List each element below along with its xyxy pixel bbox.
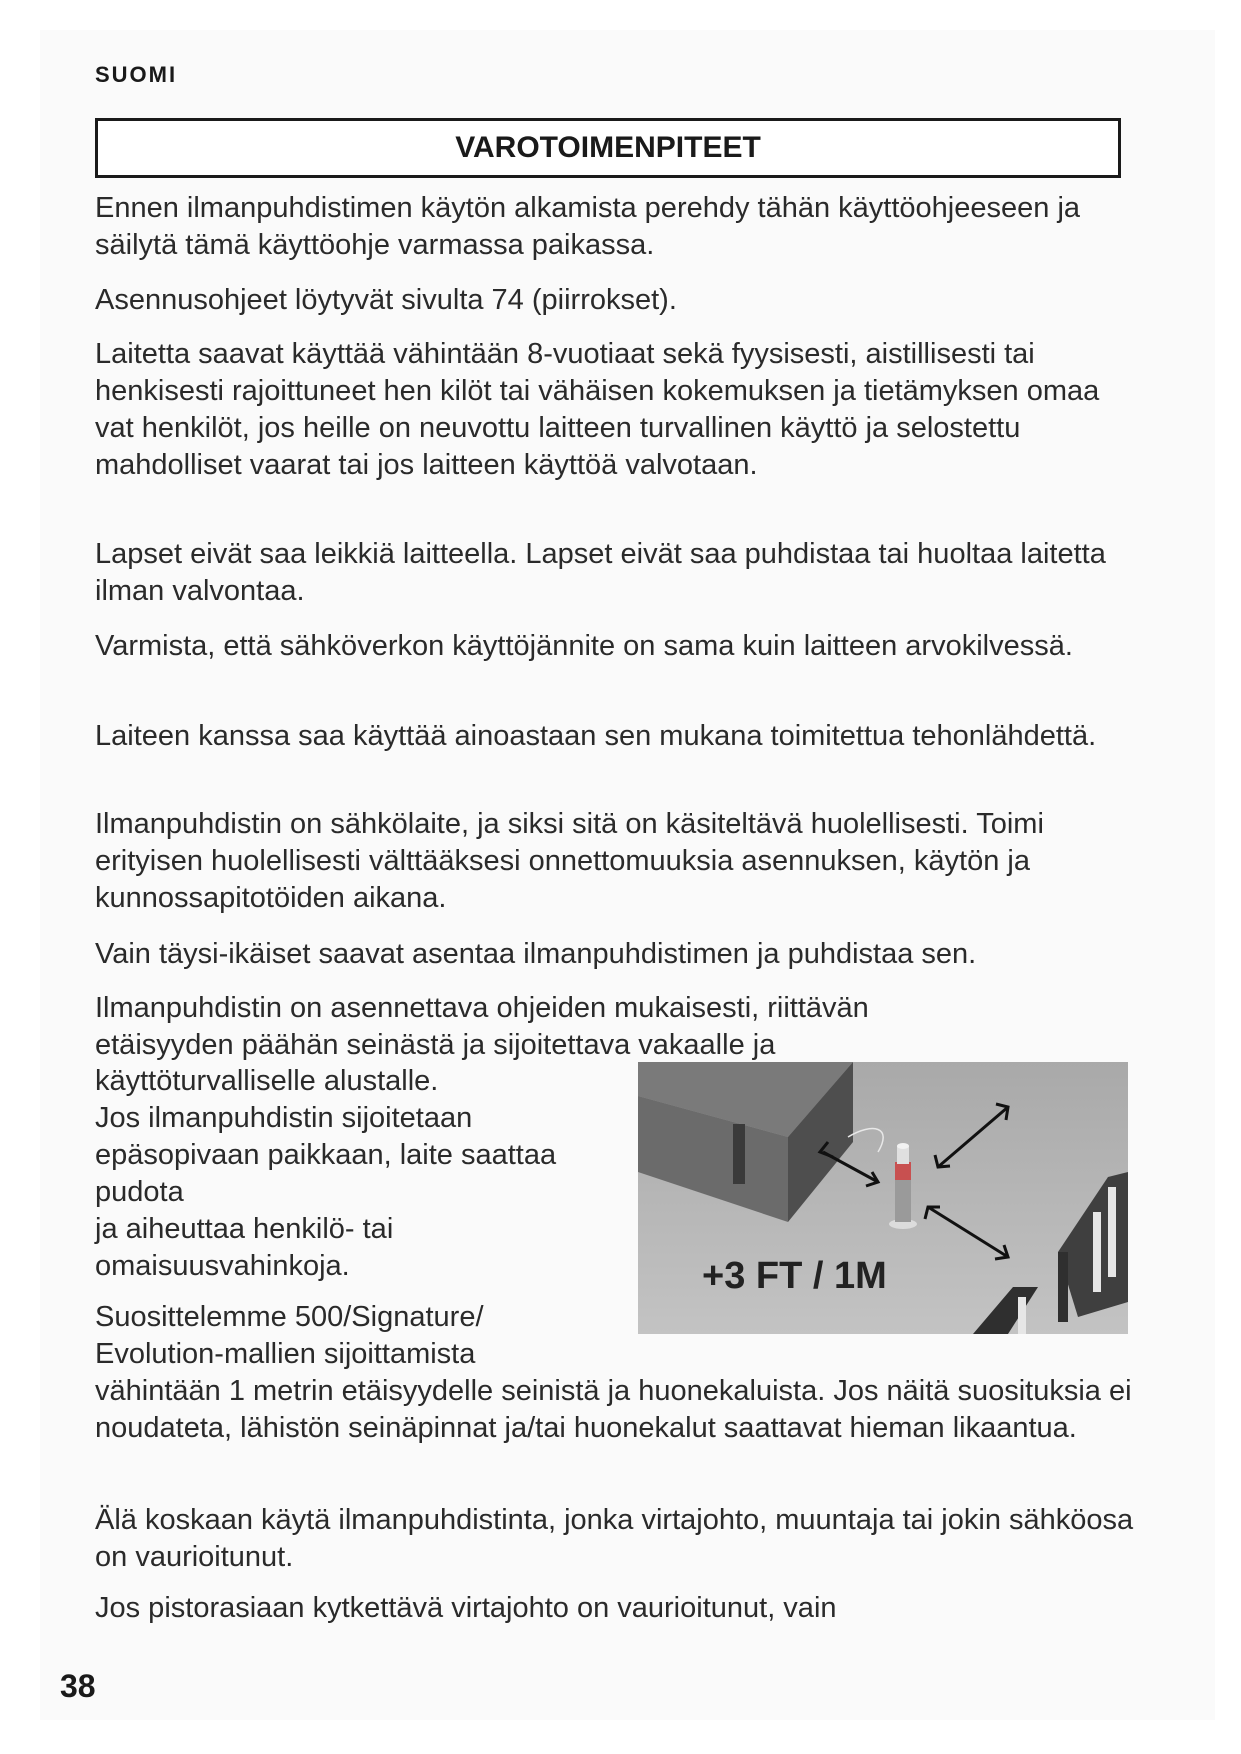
paragraph-installation-end: käyttöturvalliselle alustalle. (95, 1065, 439, 1097)
paragraph-damaged-cord: Älä koskaan käytä ilmanpuhdistinta, jonka virtajohto, muuntaja tai jokin sähköosa on vaurioitunut. (95, 1504, 1134, 1573)
paragraph-unsuitable-place: Jos ilmanpuhdistin sijoitetaan epäsopivaan paikkaan, laite saattaa pudota (95, 1102, 557, 1208)
paragraph-voltage: Varmista, että sähköverkon käyttöjännite on sama kuin laitteen arvokilvessä. (95, 630, 1073, 662)
paragraph-installation: Ilmanpuhdistin on asennettava ohjeiden mukaisesti, riittävän etäisyyden päähän seinästä ja sijoitettava vakaalle ja (95, 992, 869, 1061)
page-number: 38 (60, 1668, 96, 1704)
paragraph-power-supply: Laiteen kanssa saa käyttää ainoastaan sen mukana toimitettua tehonlähdettä. (95, 720, 1097, 752)
placement-illustration (638, 1062, 1128, 1334)
paragraph-recommendation: Suosittelemme 500/Signature/ Evolution-mallien sijoittamista (95, 1301, 484, 1370)
distance-label: +3 FT / 1M (702, 1255, 887, 1297)
paragraph-children: Lapset eivät saa leikkiä laitteella. Lapset eivät saa puhdistaa tai huoltaa laitetta ilman valvontaa. (95, 538, 1106, 607)
paragraph-recommendation-cont: vähintään 1 metrin etäisyydelle seinistä ja huonekaluista. Jos näitä suosituksia ei noudateta, lähistön seinäpinnat ja/tai huonekalut saattavat hieman likaantua. (95, 1375, 1132, 1444)
paragraph-read-manual: Ennen ilmanpuhdistimen käytön alkamista perehdy tähän käyttöohjeeseen ja säilytä tämä käyttöohje varmassa paikassa. (95, 192, 1081, 261)
wall-edge (733, 1124, 745, 1184)
language-label: SUOMI (95, 62, 178, 87)
paragraph-electrical-device: Ilmanpuhdistin on sähkölaite, ja siksi sitä on käsiteltävä huolellisesti. Toimi erityisen huolellisesti välttääksesi onnettomuuksia asennuksen, käytön ja kunnossapitotöiden aikana. (95, 808, 1044, 914)
paragraph-plug-cord: Jos pistorasiaan kytkettävä virtajohto on vaurioitunut, vain (95, 1592, 837, 1624)
paragraph-damage: ja aiheuttaa henkilö- tai omaisuusvahinkoja. (95, 1213, 394, 1282)
paragraph-user-restrictions: Laitetta saavat käyttää vähintään 8-vuotiaat sekä fyysisesti, aistillisesti tai henkisesti rajoittuneet hen kilöt tai vähäisen kokemuksen ja tietämyksen omaa vat henkilöt, jos heille on neuvottu laitteen turvallinen käyttö ja selostettu mahdolliset vaarat tai jos laitteen käyttöä valvotaan. (95, 338, 1100, 481)
section-title: VAROTOIMENPITEET (95, 118, 1121, 178)
paragraph-installation-reference: Asennusohjeet löytyvät sivulta 74 (piirrokset). (95, 284, 677, 316)
paragraph-adults-only: Vain täysi-ikäiset saavat asentaa ilmanpuhdistimen ja puhdistaa sen. (95, 938, 977, 970)
placement-diagram (638, 1062, 1128, 1334)
